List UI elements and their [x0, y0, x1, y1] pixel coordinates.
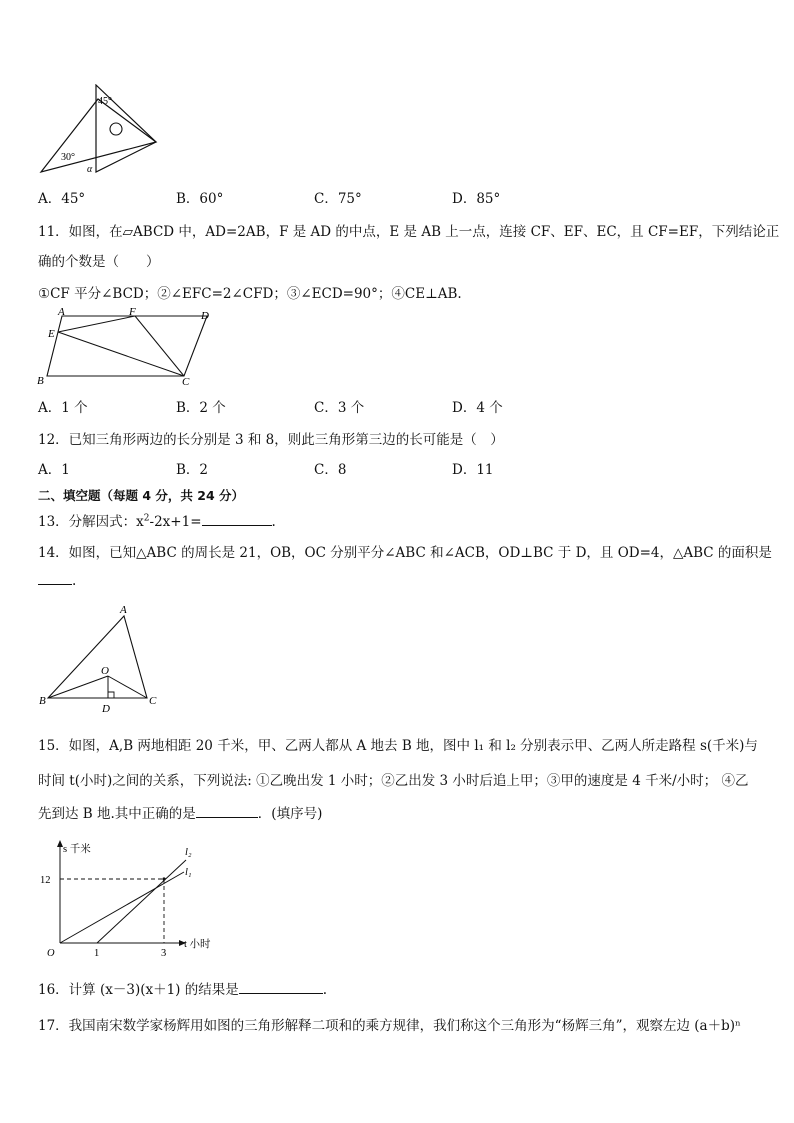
q13-expression: -2x+1=	[149, 514, 202, 530]
q10-option-c: C．75°	[314, 191, 362, 207]
q11-figure	[34, 305, 220, 387]
q13-answer-blank[interactable]	[202, 513, 272, 526]
q11-segment-ec	[58, 332, 184, 376]
q15-label-l2: l₂	[185, 847, 192, 858]
q14-figure	[36, 600, 166, 718]
q13-text	[38, 510, 276, 530]
q10-figure	[38, 84, 160, 176]
q15-answer-blank[interactable]	[196, 805, 258, 818]
q11-label-a: A	[58, 306, 65, 318]
q16-text	[38, 978, 327, 998]
q15-line1: 15．如图，A,B 两地相距 20 千米，甲、乙两人都从 A 地去 B 地，图中 l₁ 和 l₂ 分别表示甲、乙两人所走路程 s(千米)与	[38, 738, 758, 754]
q15-line-l2	[97, 860, 186, 943]
q13-end: .	[271, 514, 276, 530]
q15-tick-12: 12	[40, 875, 51, 886]
q11-label-e: E	[48, 328, 55, 340]
q15-line3-prefix: 先到达 B 地.其中正确的是	[38, 806, 196, 822]
q14-triangle-abc	[48, 616, 147, 698]
q10-angle-45: 45°	[98, 96, 112, 107]
q14-label-b: B	[39, 695, 46, 707]
q17-text: 17．我国南宋数学家杨辉用如图的三角形解释二项和的乘方规律，我们称这个三角形为“杨辉三角”，观察左边 (a＋b)ⁿ	[38, 1018, 741, 1034]
q11-label-b: B	[37, 375, 44, 387]
q14-label-d: D	[102, 703, 110, 715]
q10-hole	[110, 123, 122, 135]
q10-option-d: D．85°	[452, 191, 501, 207]
section-fill-in-heading: 二、填空题（每题 4 分，共 24 分）	[38, 488, 245, 503]
q11-label-f: F	[129, 306, 136, 318]
q15-graph	[34, 838, 244, 958]
q15-label-l1: l₁	[185, 867, 192, 878]
q15-intersection	[162, 877, 165, 880]
q11-line2: 确的个数是（ ）	[38, 254, 160, 270]
q14-label-c: C	[149, 695, 157, 707]
q10-alpha: α	[87, 164, 93, 175]
q14-line2	[38, 572, 76, 589]
q16-answer-blank[interactable]	[239, 981, 323, 994]
q14-line1: 14．如图，已知△ABC 的周长是 21，OB，OC 分别平分∠ABC 和∠ACB，OD⊥BC 于 D，且 OD=4，△ABC 的面积是	[38, 545, 772, 561]
q11-option-c: C．3 个	[314, 400, 365, 416]
q11-label-d: D	[201, 310, 209, 322]
q15-y-label: s 千米	[63, 844, 91, 855]
q11-line3: ①CF 平分∠BCD；②∠EFC=2∠CFD；③∠ECD=90°；④CE⊥AB.	[38, 286, 462, 302]
q10-angle-30: 30°	[61, 152, 75, 163]
q15-line-l1	[60, 872, 184, 943]
q12-option-c: C．8	[314, 462, 347, 478]
q11-option-d: D．4 个	[452, 400, 503, 416]
q10-triangle-30	[41, 99, 156, 172]
q15-tick-1: 1	[94, 948, 100, 958]
q14-label-o: O	[101, 665, 109, 677]
q13-exponent: 2	[143, 513, 150, 524]
q12-option-b: B．2	[176, 462, 209, 478]
q14-label-a: A	[120, 604, 127, 616]
q11-option-a: A．1 个	[38, 400, 88, 416]
q13-prefix: 13．分解因式：x	[38, 514, 144, 530]
q14-answer-blank[interactable]	[38, 572, 72, 585]
q11-option-b: B．2 个	[176, 400, 226, 416]
q14-end: .	[72, 573, 77, 589]
q15-tick-3: 3	[161, 948, 167, 958]
q11-segment-ef	[58, 316, 135, 332]
q14-right-angle-mark	[108, 692, 114, 698]
q11-label-c: C	[182, 376, 190, 387]
q16-end: .	[322, 982, 328, 998]
q15-line3-suffix: ．(填序号)	[257, 806, 323, 822]
q12-option-d: D．11	[452, 462, 494, 478]
q15-x-label: t 小时	[184, 939, 211, 950]
q15-line3	[38, 802, 322, 822]
q12-text: 12．已知三角形两边的长分别是 3 和 8，则此三角形第三边的长可能是（ ）	[38, 432, 504, 448]
q15-origin: O	[47, 948, 55, 958]
q12-option-a: A．1	[38, 462, 70, 478]
q14-segment-ob	[48, 676, 108, 698]
q11-parallelogram	[47, 316, 207, 376]
q10-option-b: B．60°	[176, 191, 224, 207]
q10-option-a: A．45°	[38, 191, 86, 207]
q15-line2: 时间 t(小时)之间的关系，下列说法: ①乙晚出发 1 小时；②乙出发 3 小时后追上甲；③甲的速度是 4 千米/小时； ④乙	[38, 773, 749, 789]
q11-line1: 11．如图，在▱ABCD 中，AD=2AB，F 是 AD 的中点，E 是 AB 上一点，连接 CF、EF、EC，且 CF=EF，下列结论正	[38, 224, 780, 240]
q16-prefix: 16．计算 (x－3)(x＋1) 的结果是	[38, 982, 239, 998]
